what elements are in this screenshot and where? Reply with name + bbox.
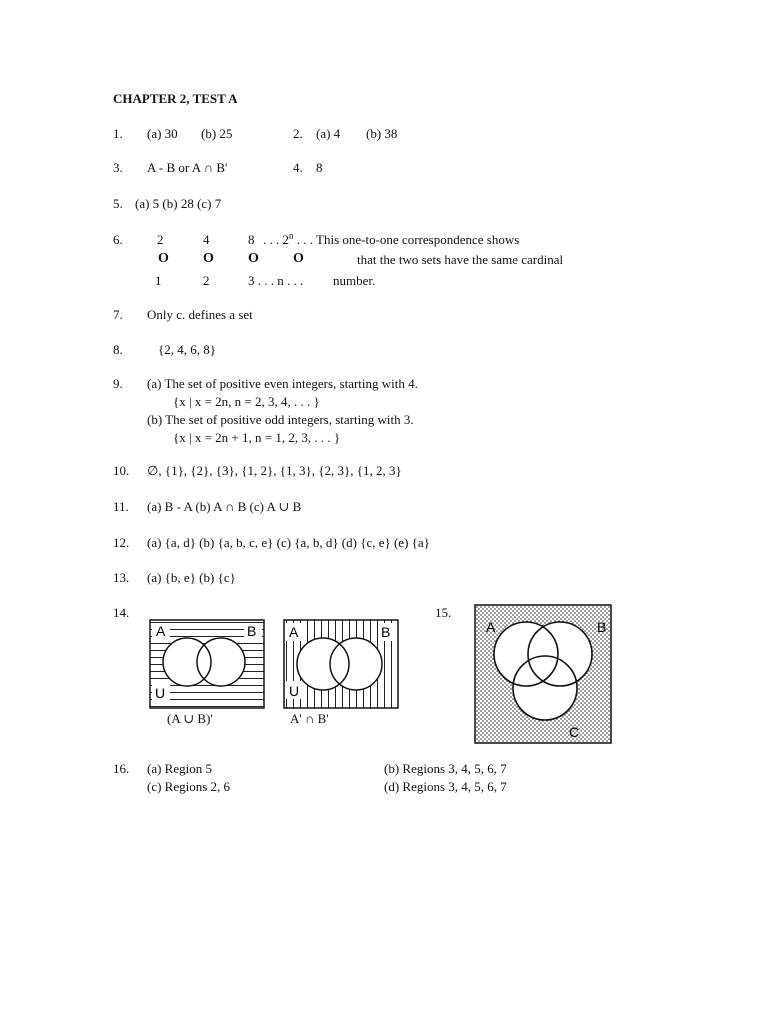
q15-number: 15. (435, 605, 452, 620)
q9-part-a: (a) The set of positive even integers, starting with 4. (147, 376, 418, 391)
q5-number: 5. (113, 196, 123, 211)
q6-number: 6. (113, 232, 123, 247)
q6-correspondence-mark: O (248, 251, 259, 266)
q3-number: 3. (113, 160, 123, 175)
q6-bottom-item: 2 (203, 273, 210, 288)
diagram1-label-a: A (156, 623, 166, 639)
q7-answer: Only c. defines a set (147, 307, 253, 322)
q9-part-a-set: {x | x = 2n, n = 2, 3, 4, . . . } (173, 394, 320, 409)
diagram3-label-a: A (486, 619, 496, 635)
q1-part-b: (b) 25 (201, 126, 233, 141)
diagram3-label-b: B (597, 619, 607, 635)
diagram2-caption: A' ∩ B' (290, 711, 329, 726)
q4-answer: 8 (316, 160, 323, 175)
venn-diagram-a-union-b-complement (149, 619, 265, 709)
q6-explanation-line3: number. (333, 273, 376, 288)
diagram2-label-u: U (289, 683, 300, 699)
diagram1-label-u: U (155, 685, 166, 701)
q1-part-a: (a) 30 (147, 126, 178, 141)
q6-top-tail: . . . 2$^n$ . . . This one-to-one correspondence shows (263, 230, 520, 247)
diagram3-label-c: C (569, 724, 580, 740)
q8-number: 8. (113, 342, 123, 357)
q4-number: 4. (293, 160, 303, 175)
q6-top-item: 8 (248, 232, 255, 247)
q12-answer: (a) {a, d} (b) {a, b, c, e} (c) {a, b, d} (d) {c, e} (e) {a} (147, 535, 430, 550)
q6-bottom-item: 3 . . . n . . . (248, 273, 304, 288)
q8-answer: {2, 4, 6, 8} (158, 342, 216, 357)
diagram2-label-b: B (381, 624, 391, 640)
q16-part-c: (c) Regions 2, 6 (147, 779, 231, 794)
q16-part-a: (a) Region 5 (147, 761, 212, 776)
q6-correspondence-mark: O (203, 251, 214, 266)
q6-top-item: 4 (203, 232, 210, 247)
q12-number: 12. (113, 535, 130, 550)
venn-diagram-a-complement-intersect-b-complement (283, 619, 399, 709)
q13-answer: (a) {b, e} (b) {c} (147, 570, 236, 585)
venn-diagram-three-sets (474, 604, 612, 744)
q6-correspondence-mark: O (293, 251, 304, 266)
q3-answer: A - B or A ∩ B' (147, 160, 228, 175)
q16-number: 16. (113, 761, 130, 776)
q11-answer: (a) B - A (b) A ∩ B (c) A ∪ B (147, 499, 302, 514)
diagram1-caption: (A ∪ B)' (167, 711, 213, 726)
q10-number: 10. (113, 463, 130, 478)
q6-bottom-item: 1 (155, 273, 162, 288)
q2-part-b: (b) 38 (366, 126, 398, 141)
q9-part-b: (b) The set of positive odd integers, starting with 3. (147, 412, 414, 427)
diagram1-label-b: B (247, 623, 257, 639)
q9-part-b-set: {x | x = 2n + 1, n = 1, 2, 3, . . . } (173, 430, 341, 445)
q16-part-b: (b) Regions 3, 4, 5, 6, 7 (384, 761, 507, 776)
q5-answer: (a) 5 (b) 28 (c) 7 (135, 196, 222, 211)
q10-answer: ∅, {1}, {2}, {3}, {1, 2}, {1, 3}, {2, 3}, {1, 2, 3} (147, 463, 402, 478)
q11-number: 11. (113, 499, 129, 514)
q9-number: 9. (113, 376, 123, 391)
q16-part-d: (d) Regions 3, 4, 5, 6, 7 (384, 779, 507, 794)
q13-number: 13. (113, 570, 130, 585)
page-title: CHAPTER 2, TEST A (113, 91, 238, 106)
q6-explanation-line2: that the two sets have the same cardinal (357, 252, 564, 267)
diagram2-label-a: A (289, 624, 299, 640)
q6-top-item: 2 (157, 232, 164, 247)
q2-number: 2. (293, 126, 303, 141)
q7-number: 7. (113, 307, 123, 322)
q14-number: 14. (113, 605, 130, 620)
q6-correspondence-mark: O (158, 251, 169, 266)
q2-part-a: (a) 4 (316, 126, 341, 141)
q1-number: 1. (113, 126, 123, 141)
